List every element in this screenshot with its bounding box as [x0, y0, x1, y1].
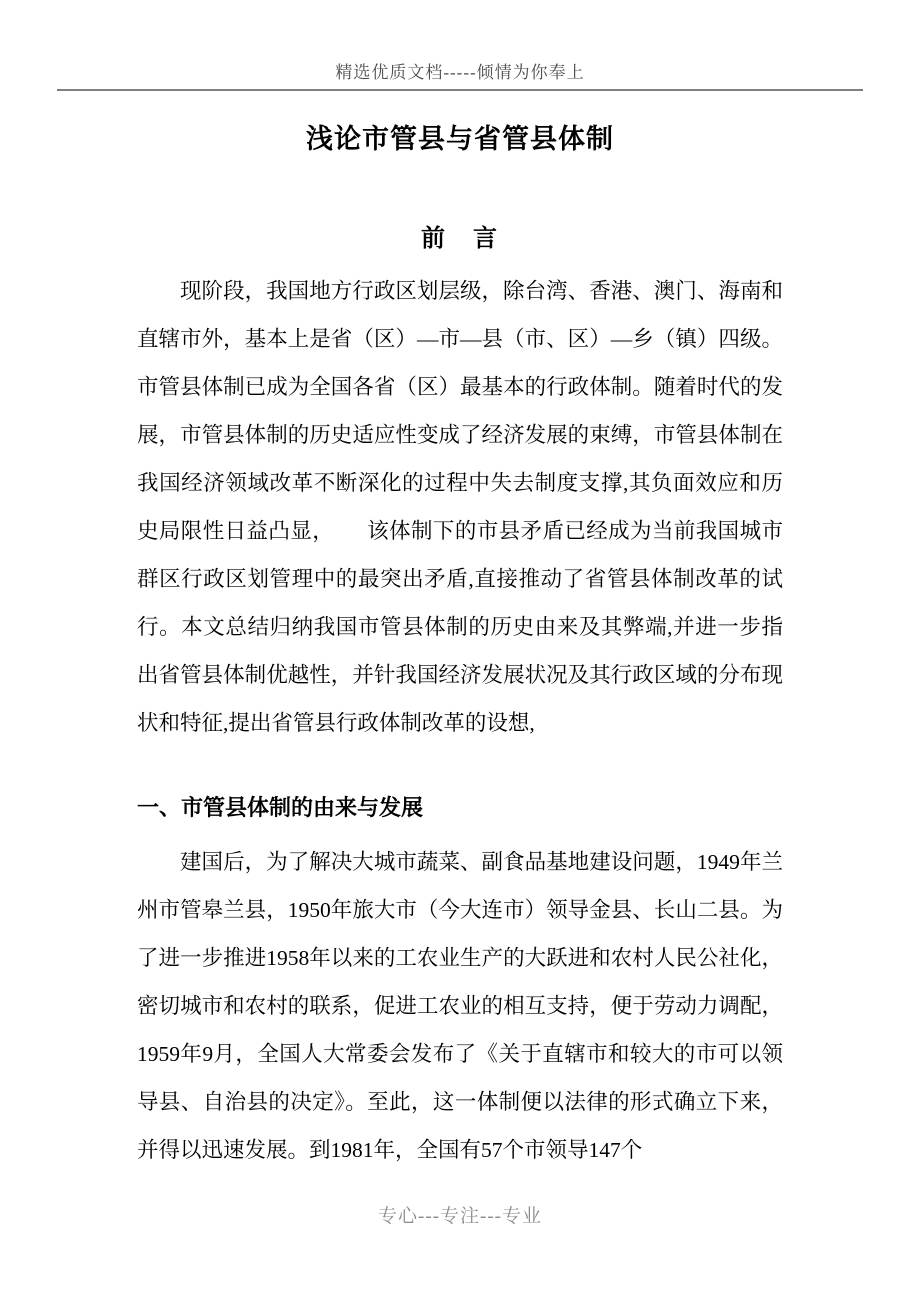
section-1-heading: 一、市管县体制的由来与发展: [137, 795, 424, 820]
page-footer: [0, 1201, 920, 1228]
section-1-paragraph: 建国后，为了解决大城市蔬菜、副食品基地建设问题，1949年兰州市管皋兰县，1950年旅大市（今大连市）领导金县、长山二县。为了进一步推进1958年以来的工农业生产的大跃进和农村人民公社化，密切城市和农村的联系，促进工农业的相互支持，便于劳动力调配，1959年9月，全国人大常委会发布了《关于直辖市和较大的市可以领导县、自治县的决定》。至此，这一体制便以法律的形式确立下来，并得以迅速发展。到1981年，全国有57个市领导147个: [137, 850, 783, 1162]
preface-heading: 前 言: [421, 226, 499, 252]
page-header: [57, 0, 863, 91]
footer-text: 专心---专注---专业: [378, 1206, 542, 1227]
preface-paragraph: 现阶段，我国地方行政区划层级，除台湾、香港、澳门、海南和直辖市外，基本上是省（区）—市—县（市、区）—乡（镇）四级。市管县体制已成为全国各省（区）最基本的行政体制。随着时代的发展，市管县体制的历史适应性变成了经济发展的束缚，市管县体制在我国经济领域改革不断深化的过程中失去制度支撑,其负面效应和历史局限性日益凸显， 该体制下的市县矛盾已经成为当前我国城市群区行政区划管理中的最突出矛盾,直接推动了省管县体制改革的试行。本文总结归纳我国市管县体制的历史由来及其弊端,并进一步指出省管县体制优越性，并针我国经济发展状况及其行政区域的分布现状和特征,提出省管县行政体制改革的设想,: [137, 279, 783, 735]
document-title: 浅论市管县与省管县体制: [306, 124, 614, 154]
document-content: [137, 117, 783, 1174]
header-text: 精选优质文档-----倾情为你奉上: [335, 63, 585, 82]
